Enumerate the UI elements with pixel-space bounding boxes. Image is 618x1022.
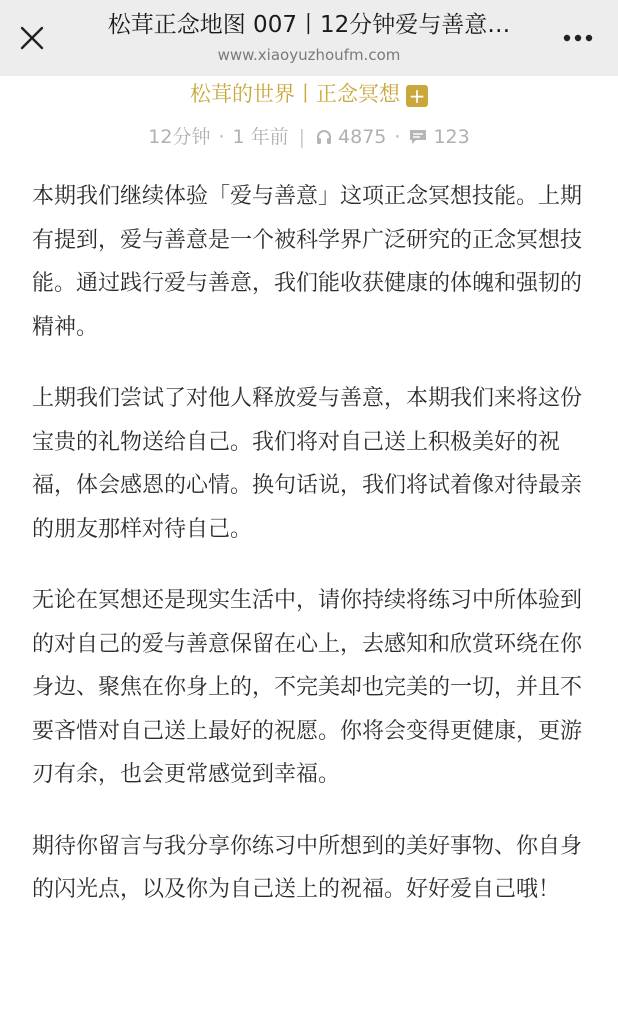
episode-published: 1 年前 <box>232 126 289 148</box>
comment-icon <box>408 128 428 146</box>
episode-description <box>32 175 586 940</box>
browser-header <box>0 0 618 76</box>
page-title: 松茸正念地图 007丨12分钟爱与善意… <box>107 12 511 38</box>
listen-count: 4875 <box>338 126 387 148</box>
meta-divider: | <box>298 126 306 148</box>
comment-count[interactable]: 123 <box>433 126 470 148</box>
headphones-icon <box>315 128 333 146</box>
more-horizontal-icon[interactable] <box>558 20 598 56</box>
episode-duration: 12分钟 <box>148 126 211 148</box>
podcast-category <box>0 79 618 109</box>
meta-dot: · <box>394 126 401 148</box>
episode-meta <box>0 123 618 151</box>
subscribe-plus-button[interactable]: + <box>406 85 428 107</box>
page-url: www.xiaoyuzhoufm.com <box>217 46 401 64</box>
category-link[interactable]: 松茸的世界丨正念冥想 <box>190 82 400 106</box>
header-title-block <box>70 8 548 66</box>
close-icon[interactable] <box>14 20 50 56</box>
description-paragraph: 本期我们继续体验「爱与善意」这项正念冥想技能。上期有提到，爱与善意是一个被科学界广泛研究的正念冥想技能。通过践行爱与善意，我们能收获健康的体魄和强韧的精神。 <box>32 184 583 340</box>
description-paragraph: 期待你留言与我分享你练习中所想到的美好事物、你自身的闪光点，以及你为自己送上的祝福。好好爱自己哦！ <box>32 833 583 902</box>
description-paragraph: 无论在冥想还是现实生活中，请你持续将练习中所体验到的对自己的爱与善意保留在心上，去感知和欣赏环绕在你身边、聚焦在你身上的，不完美却也完美的一切，并且不要吝惜对自己送上最好的祝愿。你将会变得更健康，更游刃有余，也会更常感觉到幸福。 <box>32 588 583 787</box>
description-paragraph: 上期我们尝试了对他人释放爱与善意，本期我们来将这份宝贵的礼物送给自己。我们将对自己送上积极美好的祝福，体会感恩的心情。换句话说，我们将试着像对待最亲的朋友那样对待自己。 <box>32 386 583 542</box>
meta-dot: · <box>218 126 225 148</box>
